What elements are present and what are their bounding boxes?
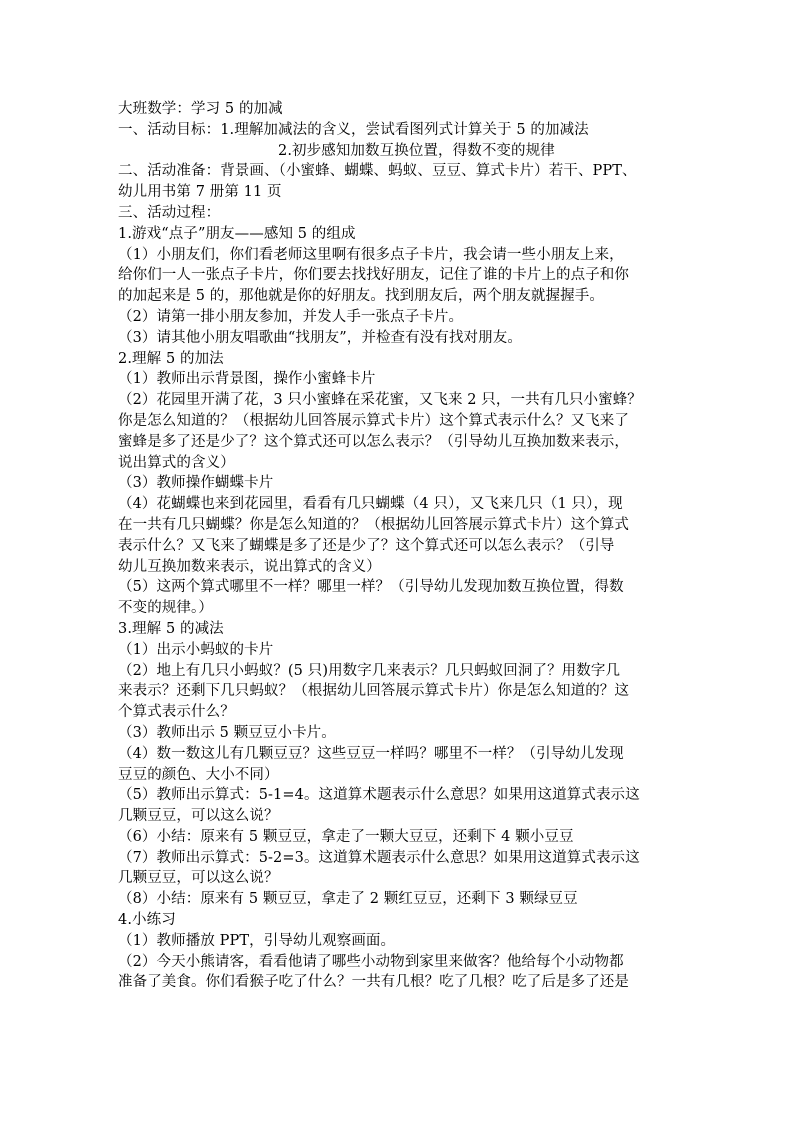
text-line: （2）请第一排小朋友参加，并发人手一张点子卡片。: [118, 308, 464, 325]
text-line: 来表示？还剩下几只蚂蚁？（根据幼儿回答展示算式卡片）你是怎么知道的？这: [118, 683, 629, 700]
text-line: （3）请其他小朋友唱歌曲“找朋友”，并检查有没有找对朋友。: [118, 329, 522, 346]
text-line: 蜜蜂是多了还是少了？这个算式还可以怎么表示？（引导幼儿互换加数来表示，: [118, 433, 629, 450]
text-line: （3）教师出示 5 颗豆豆小卡片。: [118, 724, 336, 741]
text-line: （4）数一数这儿有几颗豆豆？这些豆豆一样吗？哪里不一样？（引导幼儿发现: [118, 745, 624, 762]
document-title: 大班数学：学习 5 的加减: [118, 101, 283, 117]
text-line: （8）小结：原来有 5 颗豆豆，拿走了 2 颗红豆豆，还剩下 3 颗绿豆豆: [118, 891, 578, 908]
text-line: 几颗豆豆，可以这么说？: [118, 808, 279, 825]
text-line: （4）花蝴蝶也来到花园里，看看有几只蝴蝶（4 只），又飞来几只（1 只），现: [118, 496, 623, 513]
text-line: 表示什么？又飞来了蝴蝶是多了还是少了？这个算式还可以怎么表示？（引导: [118, 537, 615, 554]
text-line: 一、活动目标：1.理解加减法的含义，尝试看图列式计算关于 5 的加减法: [118, 121, 589, 138]
text-line: （3）教师操作蝴蝶卡片: [118, 475, 274, 492]
text-line: 2.理解 5 的加法: [118, 350, 224, 367]
document-body: [118, 99, 684, 993]
text-line: 不变的规律。）: [118, 600, 213, 617]
text-line: 你是怎么知道的？（根据幼儿回答展示算式卡片）这个算式表示什么？又飞来了: [118, 412, 629, 429]
text-line: （6）小结：原来有 5 颗豆豆，拿走了一颗大豆豆，还剩下 4 颗小豆豆: [118, 828, 574, 845]
text-line: （1）出示小蚂蚁的卡片: [118, 641, 274, 658]
text-line: 4.小练习: [118, 912, 176, 929]
text-line: 准备了美食。你们看猴子吃了什么？一共有几根？吃了几根？吃了后是多了还是: [118, 974, 629, 991]
document-lines: [118, 120, 684, 993]
text-line: 豆豆的颜色、大小不同）: [118, 766, 279, 783]
text-line: 在一共有几只蝴蝶？你是怎么知道的？（根据幼儿回答展示算式卡片）这个算式: [118, 516, 629, 533]
text-line: （2）地上有几只小蚂蚁？(5 只)用数字几来表示？几只蚂蚁回洞了？用数字几: [118, 662, 621, 679]
text-line: 个算式表示什么？: [118, 704, 235, 721]
text-line: 给你们一人一张点子卡片，你们要去找找好朋友，记住了谁的卡片上的点子和你: [118, 267, 629, 284]
text-line: 的加起来是 5 的，那他就是你的好朋友。找到朋友后，两个朋友就握握手。: [118, 288, 604, 305]
text-line: 幼儿用书第 7 册第 11 页: [118, 184, 282, 201]
text-line: 1.游戏“点子”朋友——感知 5 的组成: [118, 225, 356, 242]
text-line: （1）小朋友们，你们看老师这里啊有很多点子卡片，我会请一些小朋友上来，: [118, 246, 624, 263]
text-line: （5）这两个算式哪里不一样？哪里一样？（引导幼儿发现加数互换位置，得数: [118, 579, 624, 596]
text-line: 几颗豆豆，可以这么说？: [118, 870, 279, 887]
text-line: 二、活动准备：背景画、（小蜜蜂、蝴蝶、蚂蚁、豆豆、算式卡片）若干、PPT、: [118, 163, 637, 180]
text-line: 2.初步感知加数互换位置，得数不变的规律: [278, 142, 555, 159]
text-line: （7）教师出示算式：5-2=3。这道算术题表示什么意思？如果用这道算式表示这: [118, 849, 640, 866]
text-line: （1）教师播放 PPT，引导幼儿观察画面。: [118, 932, 396, 949]
text-line: 幼儿互换加数来表示，说出算式的含义）: [118, 558, 381, 575]
text-line: 说出算式的含义）: [118, 454, 235, 471]
text-line: 三、活动过程：: [118, 204, 221, 221]
text-line: 3.理解 5 的减法: [118, 620, 224, 637]
text-line: （5）教师出示算式：5-1=4。这道算术题表示什么意思？如果用这道算式表示这: [118, 787, 640, 804]
text-line: （1）教师出示背景图，操作小蜜蜂卡片: [118, 371, 376, 388]
text-line: （2）今天小熊请客，看看他请了哪些小动物到家里来做客？他给每个小动物都: [118, 953, 624, 970]
text-line: （2）花园里开满了花，3 只小蜜蜂在采花蜜，又飞来 2 只，一共有几只小蜜蜂？: [118, 392, 642, 409]
